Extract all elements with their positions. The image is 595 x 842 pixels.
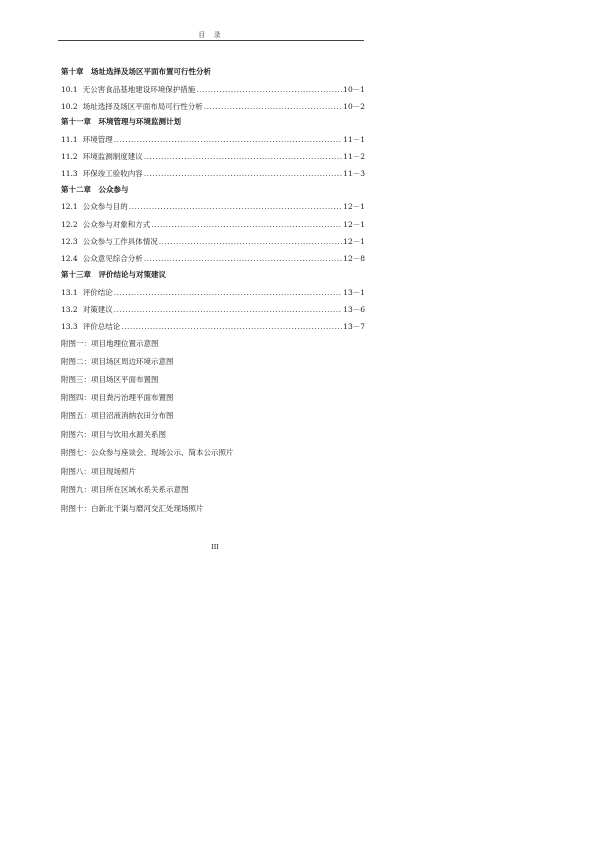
toc-entry-number: 13.3: [61, 322, 78, 331]
toc-entry-page: 12－1: [343, 202, 365, 211]
dot-leader: [114, 288, 342, 297]
toc-entry-page: 13－6: [343, 305, 365, 314]
toc-entry-number: 12.3: [61, 237, 78, 246]
toc-entry[interactable]: [61, 304, 365, 316]
dot-leader: [196, 85, 342, 94]
appendix-item[interactable]: 附图五：项目沼液消纳农田分布图: [61, 411, 174, 420]
toc-entry-title: 环境监测制度建议: [82, 152, 143, 161]
dot-leader: [144, 169, 342, 178]
toc-entry-page: 11－1: [343, 135, 365, 144]
toc-entry-page: 12－8: [343, 254, 365, 263]
toc-entry-title: 评价总结论: [82, 322, 121, 331]
toc-entry[interactable]: [61, 134, 365, 146]
appendix-item[interactable]: 附图六：项目与饮用水源关系图: [61, 430, 166, 439]
dot-leader: [114, 305, 342, 314]
appendix-item[interactable]: 附图十：白新北干渠与磨河交汇处现场照片: [61, 504, 204, 513]
appendix-item[interactable]: 附图二：项目场区周边环境示意图: [61, 357, 174, 366]
toc-entry-number: 12.1: [61, 202, 78, 211]
toc-chapter-heading: 第十三章 评价结论与对策建议: [61, 270, 166, 279]
toc-entry[interactable]: [61, 253, 365, 265]
toc-entry-number: 11.2: [61, 152, 78, 161]
toc-entry-title: 环境管理: [82, 135, 113, 144]
dot-leader: [144, 254, 342, 263]
appendix-item[interactable]: 附图九：项目所在区域水系关系示意图: [61, 485, 189, 494]
toc-entry-title: 对策建议: [82, 305, 113, 314]
toc-entry-page: 11－3: [343, 169, 365, 178]
dot-leader: [129, 202, 342, 211]
toc-entry-title: 无公害食品基地建设环境保护措施: [82, 85, 196, 94]
appendix-item[interactable]: 附图三：项目场区平面布置图: [61, 375, 159, 384]
toc-entry-title: 公众参与工作具体情况: [82, 237, 158, 246]
dot-leader: [151, 220, 342, 229]
toc-entry-page: 13－1: [343, 288, 365, 297]
toc-entry-number: 10.2: [61, 102, 78, 111]
toc-entry-title: 公众参与目的: [82, 202, 128, 211]
toc-entry-page: 12－1: [343, 220, 365, 229]
toc-entry[interactable]: [61, 84, 365, 96]
toc-entry-page: 11－2: [343, 152, 365, 161]
toc-entry-title: 环保竣工验收内容: [82, 169, 143, 178]
dot-leader: [144, 152, 342, 161]
appendix-item[interactable]: 附图一：项目地理位置示意图: [61, 339, 159, 348]
toc-entry-page: 13－7: [343, 322, 365, 331]
page-header: 目 录: [198, 31, 224, 39]
page-number: III: [211, 543, 219, 551]
toc-entry-title: 评价结论: [82, 288, 113, 297]
toc-entry-page: 12－1: [343, 237, 365, 246]
toc-entry-number: 12.2: [61, 220, 78, 229]
dot-leader: [121, 322, 342, 331]
dot-leader: [114, 135, 342, 144]
toc-entry-number: 12.4: [61, 254, 78, 263]
toc-entry-page: 10－1: [343, 85, 365, 94]
toc-entry-page: 10－2: [343, 102, 365, 111]
toc-entry-title: 公众参与对象和方式: [82, 220, 151, 229]
toc-entry-number: 13.1: [61, 288, 78, 297]
toc-entry[interactable]: [61, 287, 365, 299]
toc-entry[interactable]: [61, 168, 365, 180]
toc-chapter-heading: 第十章 场址选择及场区平面布置可行性分析: [61, 67, 211, 76]
toc-chapter-heading: 第十二章 公众参与: [61, 185, 129, 194]
toc-entry[interactable]: [61, 201, 365, 213]
toc-entry[interactable]: [61, 151, 365, 163]
toc-chapter-heading: 第十一章 环境管理与环境监测计划: [61, 117, 181, 126]
header-divider: [58, 40, 364, 41]
appendix-item[interactable]: 附图四：项目粪污治理平面布置图: [61, 393, 174, 402]
toc-entry-number: 11.1: [61, 135, 78, 144]
appendix-item[interactable]: 附图七：公众参与座谈会、现场公示、简本公示照片: [61, 448, 234, 457]
appendix-item[interactable]: 附图八：项目现场照片: [61, 467, 136, 476]
toc-entry-number: 11.3: [61, 169, 78, 178]
toc-entry-title: 场址选择及场区平面布局可行性分析: [82, 102, 203, 111]
toc-entry-number: 13.2: [61, 305, 78, 314]
toc-entry-title: 公众意见综合分析: [82, 254, 143, 263]
dot-leader: [159, 237, 342, 246]
toc-entry[interactable]: [61, 219, 365, 231]
dot-leader: [204, 102, 342, 111]
toc-entry[interactable]: [61, 236, 365, 248]
toc-entry[interactable]: [61, 321, 365, 333]
toc-entry-number: 10.1: [61, 85, 78, 94]
toc-entry[interactable]: [61, 101, 365, 113]
